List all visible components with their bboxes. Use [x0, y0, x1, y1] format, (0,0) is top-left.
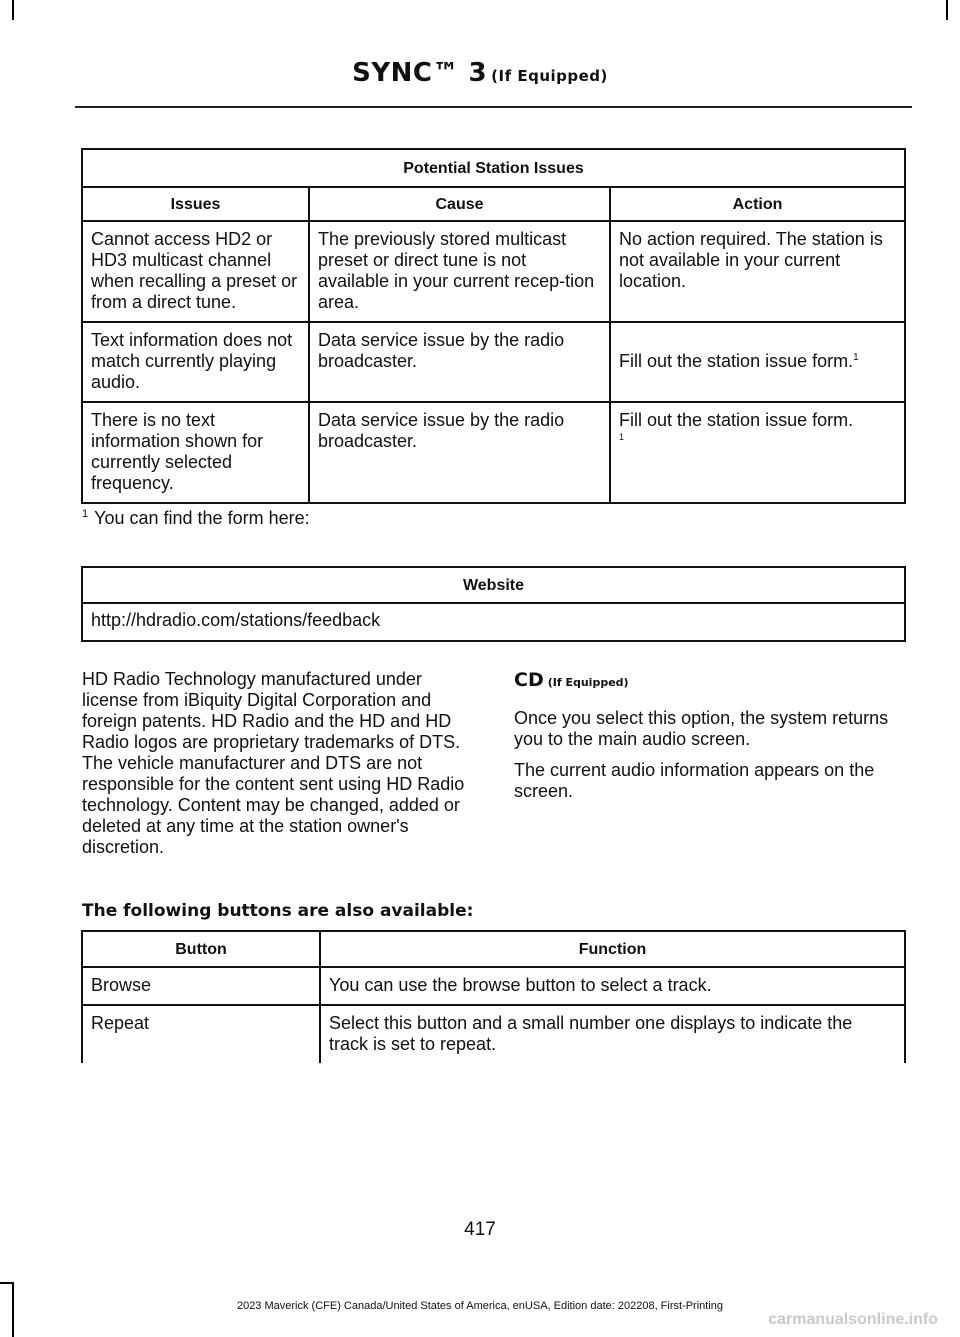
column-header-issues: Issues [82, 187, 309, 221]
footnote-text: You can find the form here: [94, 508, 310, 528]
action-text: Fill out the station issue form. [619, 351, 854, 371]
cd-heading [514, 669, 629, 691]
issue-cell: There is no text information shown for currently selected frequency. [82, 402, 309, 503]
cause-cell: Data service issue by the radio broadcaster. [309, 402, 610, 503]
action-text: Fill out the station issue form. [619, 410, 854, 430]
website-header: Website [82, 567, 905, 603]
footnote-marker: 1 [82, 508, 89, 520]
buttons-table [81, 930, 906, 1063]
button-cell: Browse [82, 967, 320, 1005]
action-cell [610, 322, 905, 402]
column-header-cause: Cause [309, 187, 610, 221]
table-row [82, 322, 905, 402]
watermark[interactable]: carmanualsonline.info [768, 1311, 938, 1328]
website-url[interactable]: http://hdradio.com/stations/feedback [82, 603, 905, 641]
cd-paragraph-1: Once you select this option, the system returns you to the main audio screen. [514, 708, 889, 749]
cd-paragraph-2: The current audio information appears on the screen. [514, 760, 875, 801]
header-divider [75, 106, 912, 108]
page-header [0, 58, 960, 88]
edition-line: 2023 Maverick (CFE) Canada/United States of America, enUSA, Edition date: 202208, First-Printing [236, 1300, 724, 1312]
column-header-action: Action [610, 187, 905, 221]
footnote-ref: 1 [853, 352, 859, 363]
button-cell: Repeat [82, 1005, 320, 1063]
website-table [81, 566, 906, 642]
crop-mark-bottom-left-h [0, 1282, 14, 1284]
cd-heading-qualifier: (If Equipped) [547, 676, 629, 689]
cd-heading-title: CD [514, 669, 544, 691]
table-row [82, 967, 905, 1005]
action-cell [610, 402, 905, 503]
action-cell: No action required. The station is not available in your current location. [610, 221, 905, 322]
header-qualifier: (If Equipped) [491, 67, 608, 85]
column-header-button: Button [82, 931, 320, 967]
hd-radio-paragraph: HD Radio Technology manufactured under license from iBiquity Digital Corporation and foreign patents. HD Radio and the HD and HD Radio logos are proprietary trademarks of DTS. The vehicle manufacturer and DTS are not responsible for the content sent using HD Radio technology. Content may be changed, added or deleted at any time at the station owner's discretion. [82, 669, 465, 857]
crop-mark-top-left [12, 0, 14, 20]
crop-mark-top-right [946, 0, 948, 20]
buttons-heading: The following buttons are also available: [82, 901, 474, 921]
issue-cell: Cannot access HD2 or HD3 multicast channel when recalling a preset or from a direct tune. [82, 221, 309, 322]
table-row [82, 1005, 905, 1063]
cause-cell: The previously stored multicast preset or direct tune is not available in your current recep-tion area. [309, 221, 610, 322]
column-header-function: Function [320, 931, 905, 967]
issue-cell: Text information does not match currently playing audio. [82, 322, 309, 402]
station-issues-table [81, 148, 906, 504]
header-title: SYNC™ 3 [352, 58, 488, 88]
table-footnote [82, 508, 310, 529]
function-cell: You can use the browse button to select a track. [320, 967, 905, 1005]
footnote-ref: 1 [619, 432, 625, 442]
table-row [82, 221, 905, 322]
cause-cell: Data service issue by the radio broadcaster. [309, 322, 610, 402]
function-cell: Select this button and a small number one displays to indicate the track is set to repeat. [320, 1005, 905, 1063]
station-table-title: Potential Station Issues [82, 149, 905, 187]
table-row [82, 402, 905, 503]
page-number: 417 [464, 1219, 496, 1240]
